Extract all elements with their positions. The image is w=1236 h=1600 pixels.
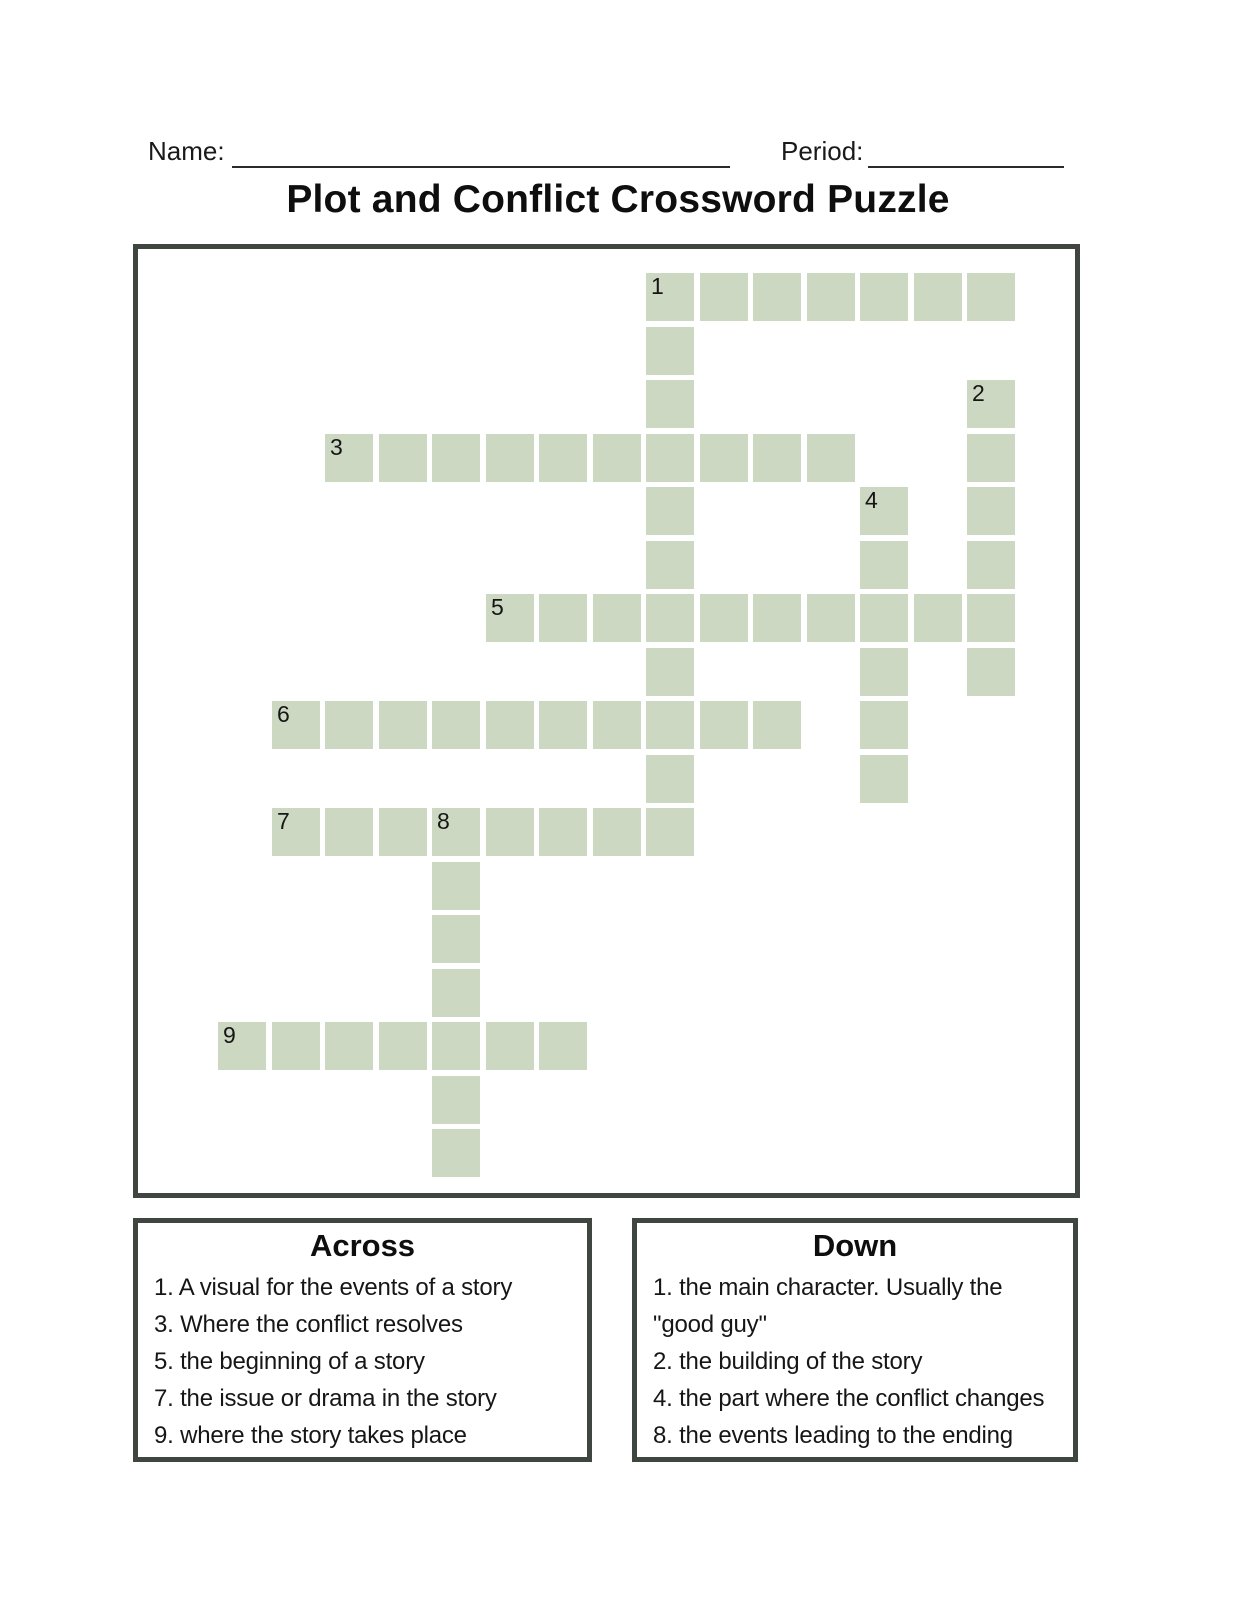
- grid-cell[interactable]: [700, 273, 748, 321]
- grid-cell-1[interactable]: [646, 273, 694, 321]
- grid-cell[interactable]: [646, 487, 694, 535]
- grid-cell[interactable]: [432, 862, 480, 910]
- grid-cell[interactable]: [860, 701, 908, 749]
- cell-number: 7: [277, 808, 290, 834]
- grid-cell[interactable]: [700, 594, 748, 642]
- grid-cell[interactable]: [646, 808, 694, 856]
- down-clue-2: 2. the building of the story: [653, 1348, 923, 1375]
- grid-cell[interactable]: [539, 701, 587, 749]
- across-clue-3: 5. the beginning of a story: [154, 1348, 425, 1375]
- cell-number: 9: [223, 1022, 236, 1048]
- grid-cell[interactable]: [486, 808, 534, 856]
- period-label: Period:: [781, 136, 864, 166]
- grid-cell[interactable]: [432, 434, 480, 482]
- page-title: Plot and Conflict Crossword Puzzle: [286, 178, 950, 221]
- grid-cell[interactable]: [379, 1022, 427, 1070]
- grid-cell[interactable]: [967, 487, 1015, 535]
- grid-cell[interactable]: [860, 755, 908, 803]
- grid-cell[interactable]: [646, 380, 694, 428]
- grid-cell[interactable]: [646, 541, 694, 589]
- grid-cell[interactable]: [700, 701, 748, 749]
- across-clue-1: 1. A visual for the events of a story: [154, 1274, 513, 1301]
- grid-cell[interactable]: [379, 434, 427, 482]
- grid-cell[interactable]: [753, 434, 801, 482]
- grid-cell-4[interactable]: [860, 487, 908, 535]
- grid-cell[interactable]: [967, 594, 1015, 642]
- grid-cell[interactable]: [753, 701, 801, 749]
- across-clue-2: 3. Where the conflict resolves: [154, 1311, 463, 1338]
- grid-cell[interactable]: [325, 1022, 373, 1070]
- down-clue-list: [637, 1269, 1073, 1454]
- grid-cell-9[interactable]: [218, 1022, 266, 1070]
- across-clue-box: [133, 1218, 592, 1462]
- grid-cell[interactable]: [486, 1022, 534, 1070]
- grid-cell[interactable]: [807, 434, 855, 482]
- grid-cell[interactable]: [379, 701, 427, 749]
- down-clue-1: 1. the main character. Usually the "good guy": [653, 1274, 1003, 1338]
- grid-cell[interactable]: [539, 594, 587, 642]
- name-label: Name:: [148, 136, 225, 166]
- grid-cell[interactable]: [432, 1129, 480, 1177]
- grid-cell[interactable]: [646, 434, 694, 482]
- grid-cell[interactable]: [753, 273, 801, 321]
- grid-cell[interactable]: [325, 701, 373, 749]
- grid-cell[interactable]: [914, 273, 962, 321]
- cell-number: 1: [651, 273, 664, 299]
- grid-cell[interactable]: [860, 594, 908, 642]
- grid-cell[interactable]: [432, 1076, 480, 1124]
- grid-cell[interactable]: [593, 594, 641, 642]
- grid-cell[interactable]: [593, 434, 641, 482]
- name-input-line[interactable]: [232, 166, 730, 168]
- grid-cell[interactable]: [486, 701, 534, 749]
- grid-cell[interactable]: [646, 594, 694, 642]
- across-clue-5: 9. where the story takes place: [154, 1422, 467, 1449]
- crossword-grid-box: [133, 244, 1080, 1198]
- cell-number: 8: [437, 808, 450, 834]
- grid-cell[interactable]: [914, 594, 962, 642]
- grid-cell[interactable]: [432, 701, 480, 749]
- grid-cell-8[interactable]: [432, 808, 480, 856]
- grid-cell[interactable]: [379, 808, 427, 856]
- grid-cell[interactable]: [753, 594, 801, 642]
- grid-cell[interactable]: [593, 808, 641, 856]
- grid-cell[interactable]: [646, 648, 694, 696]
- across-heading: Across: [309, 1228, 416, 1263]
- down-heading: Down: [812, 1228, 898, 1263]
- grid-cell[interactable]: [860, 648, 908, 696]
- grid-cell[interactable]: [539, 1022, 587, 1070]
- cell-number: 4: [865, 487, 878, 513]
- down-clue-3: 4. the part where the conflict changes: [653, 1385, 1045, 1412]
- grid-cell[interactable]: [432, 969, 480, 1017]
- grid-cell[interactable]: [967, 434, 1015, 482]
- grid-cell[interactable]: [967, 648, 1015, 696]
- grid-cell-5[interactable]: [486, 594, 534, 642]
- cell-number: 5: [491, 594, 504, 620]
- grid-cell[interactable]: [860, 273, 908, 321]
- grid-cell[interactable]: [860, 541, 908, 589]
- grid-cell-2[interactable]: [967, 380, 1015, 428]
- grid-cell[interactable]: [807, 273, 855, 321]
- grid-cell[interactable]: [432, 1022, 480, 1070]
- grid-cell[interactable]: [272, 1022, 320, 1070]
- grid-cell[interactable]: [539, 808, 587, 856]
- across-clue-4: 7. the issue or drama in the story: [154, 1385, 497, 1412]
- cell-number: 3: [330, 434, 343, 460]
- grid-cell-6[interactable]: [272, 701, 320, 749]
- grid-cell[interactable]: [700, 434, 748, 482]
- period-input-line[interactable]: [868, 166, 1064, 168]
- grid-cell[interactable]: [325, 808, 373, 856]
- grid-cell[interactable]: [646, 701, 694, 749]
- grid-cell[interactable]: [593, 701, 641, 749]
- grid-cell[interactable]: [486, 434, 534, 482]
- cell-number: 6: [277, 701, 290, 727]
- cell-number: 2: [972, 380, 985, 406]
- down-clue-box: [632, 1218, 1078, 1462]
- across-clue-list: [138, 1269, 587, 1454]
- grid-cell[interactable]: [807, 594, 855, 642]
- crossword-grid: [138, 249, 1075, 1193]
- grid-cell[interactable]: [967, 541, 1015, 589]
- grid-cell[interactable]: [539, 434, 587, 482]
- down-clue-4: 8. the events leading to the ending: [653, 1422, 1013, 1449]
- grid-cell[interactable]: [432, 915, 480, 963]
- grid-cell[interactable]: [646, 755, 694, 803]
- grid-cell[interactable]: [646, 327, 694, 375]
- grid-cell-7[interactable]: [272, 808, 320, 856]
- grid-cell[interactable]: [967, 273, 1015, 321]
- grid-cell-3[interactable]: [325, 434, 373, 482]
